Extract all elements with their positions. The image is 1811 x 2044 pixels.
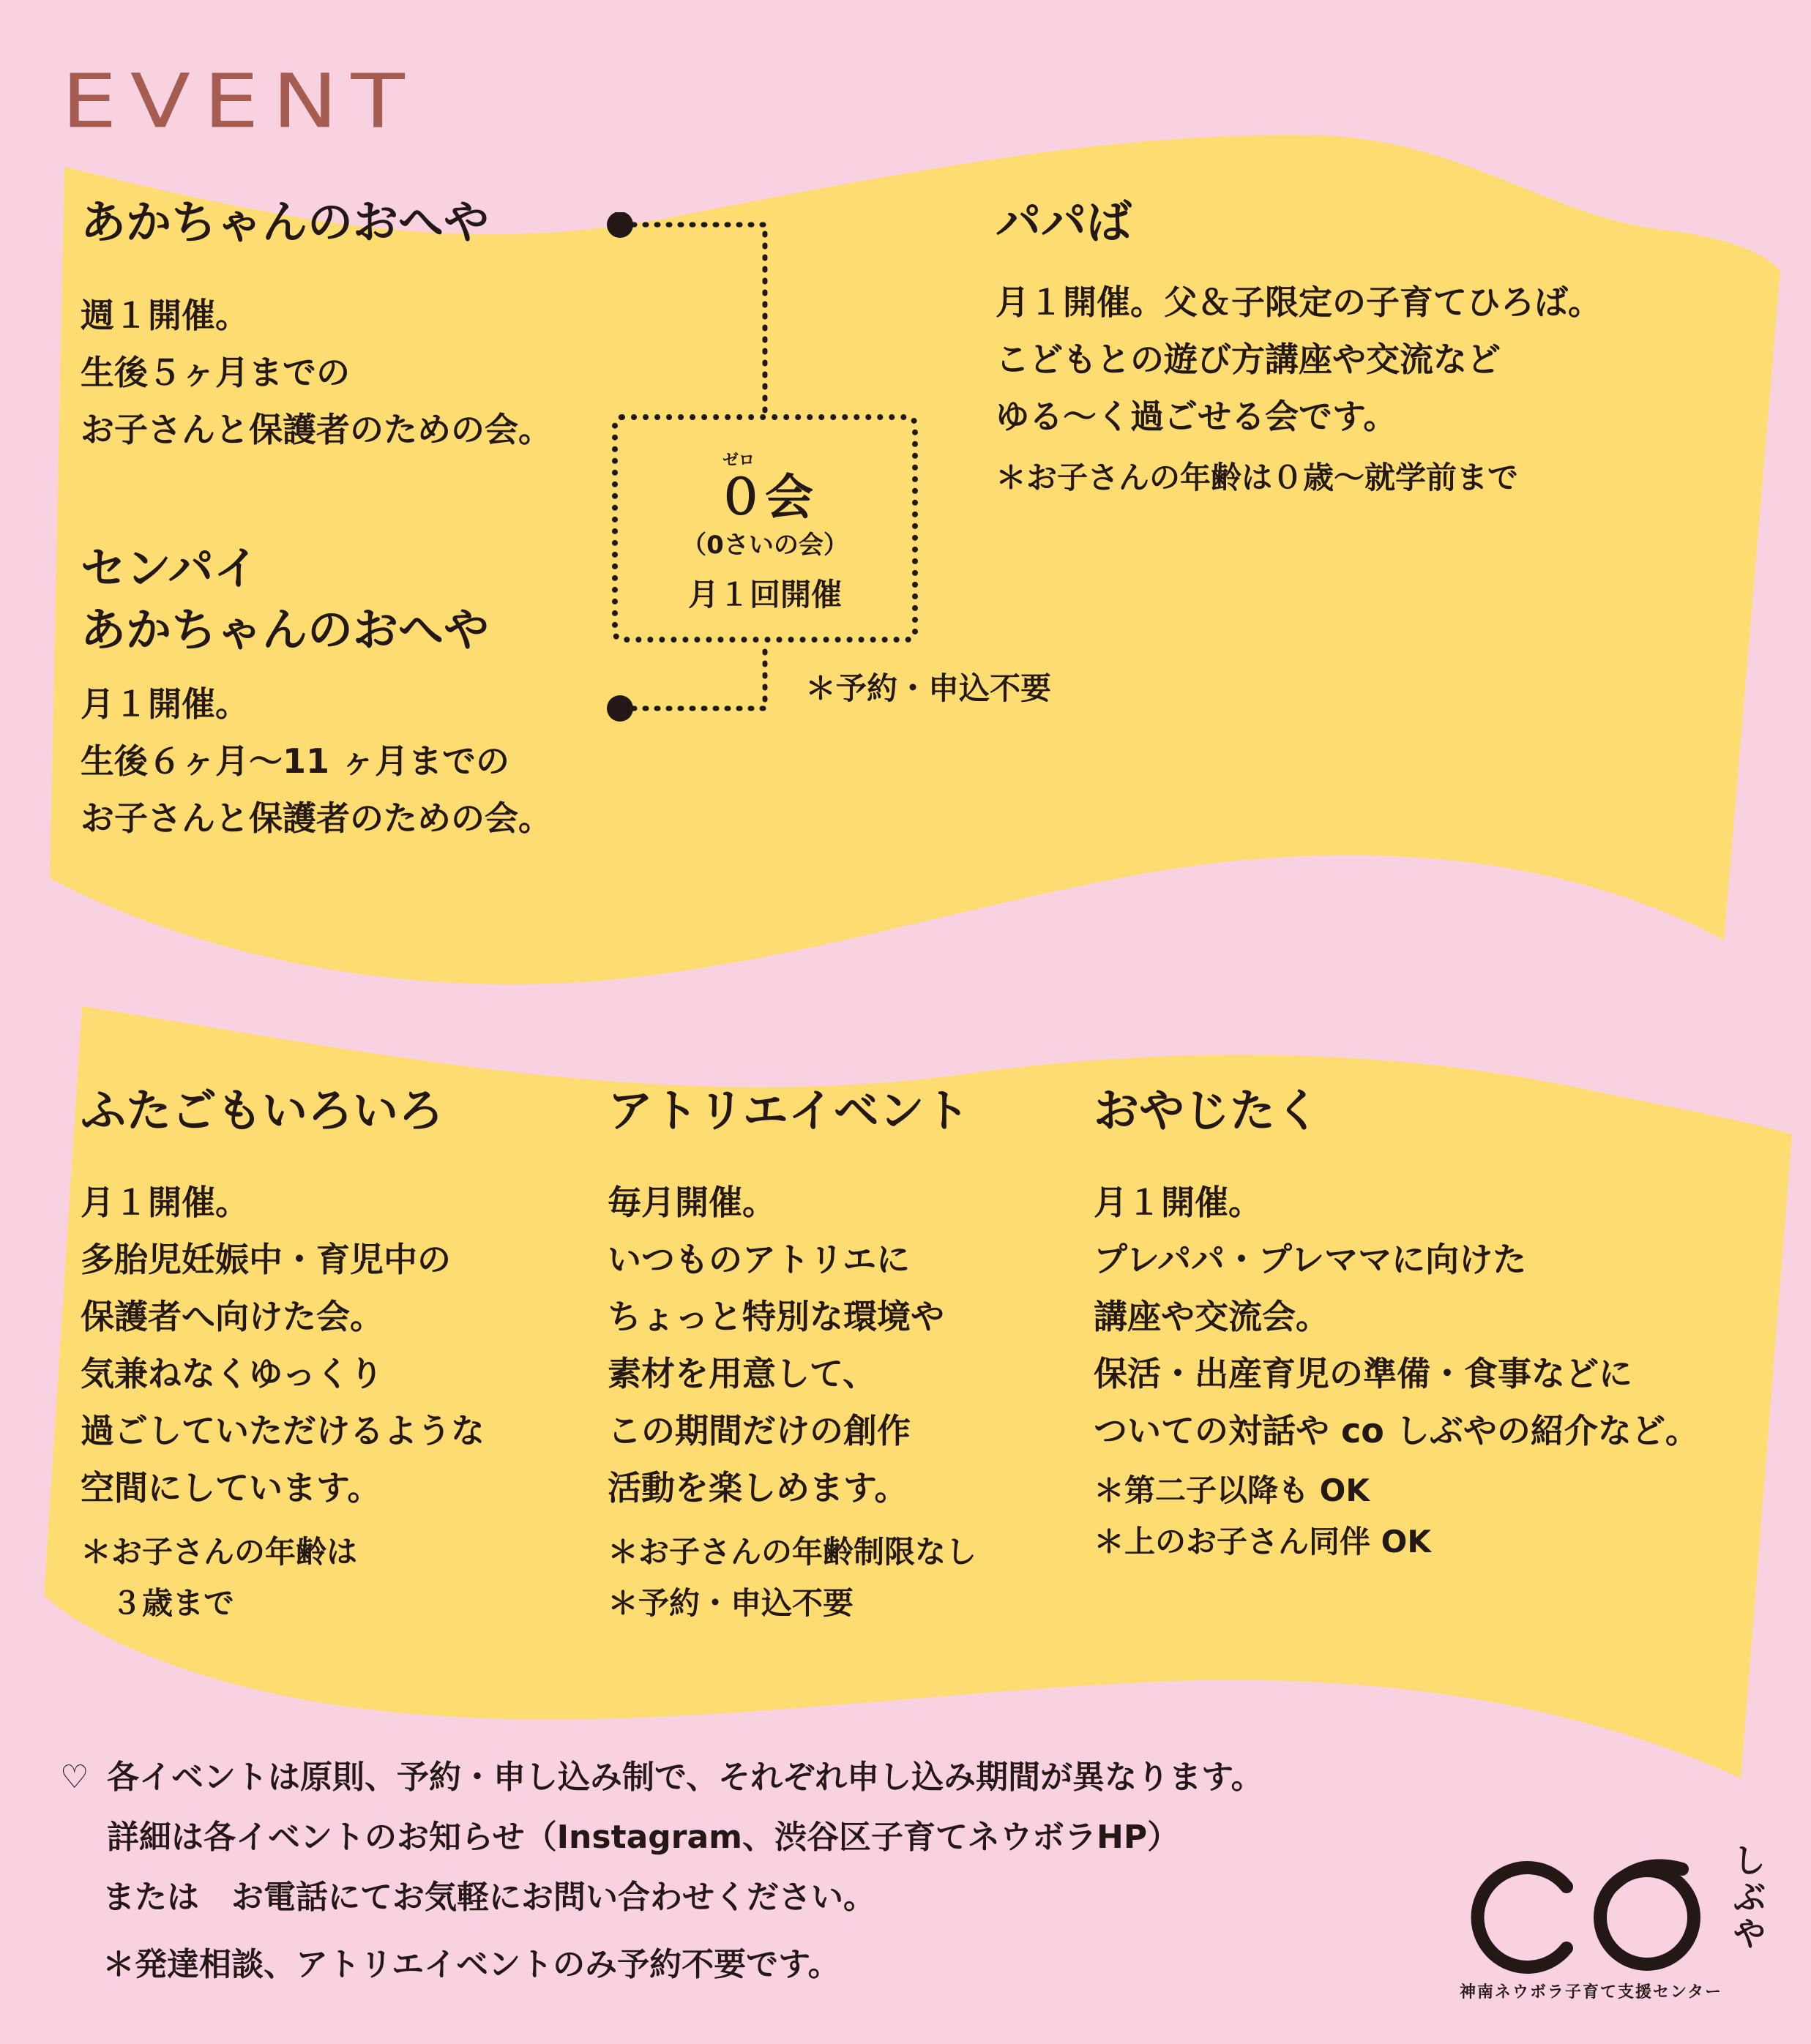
futago-line: 気兼ねなくゆっくり: [81, 1354, 384, 1393]
futago-note: ＊お子さんの年齢は: [81, 1534, 358, 1570]
atelier-section: [608, 1080, 977, 1629]
senpai-section: [81, 538, 552, 847]
futago-line: 空間にしています。: [81, 1468, 381, 1508]
zero-kai-ruby: ゼロ: [722, 452, 755, 470]
oyaji-line: 保活・出産育児の準備・食事などに: [1094, 1354, 1632, 1393]
oyaji-title: おやじたく: [1094, 1084, 1321, 1137]
footer-line: 各イベントは原則、予約・申し込み制で、それぞれ申し込み期間が異なります。: [107, 1759, 1263, 1796]
papa-section: [996, 192, 1602, 503]
zero-kai-note: ＊予約・申込不要: [805, 670, 1052, 706]
akachan-line: お子さんと保護者のための会。: [81, 410, 552, 449]
futago-line: 保護者へ向けた会。: [81, 1297, 384, 1336]
atelier-note: ＊お子さんの年齢制限なし: [608, 1534, 977, 1570]
atelier-line: 活動を楽しめます。: [608, 1468, 908, 1508]
footer-line: 詳細は各イベントのお知らせ（Instagram、渋谷区子育てネウボラHP）: [107, 1819, 1180, 1856]
zero-kai-name: ０会: [717, 469, 813, 525]
akachan-line: 生後５ヶ月までの: [81, 353, 350, 392]
futago-section: [81, 1080, 485, 1629]
futago-line: 過ごしていただけるような: [81, 1411, 485, 1450]
futago-title: ふたごもいろいろ: [81, 1084, 444, 1137]
atelier-line: 毎月開催。: [608, 1183, 776, 1222]
oyaji-note: ＊第二子以降も OK: [1094, 1472, 1370, 1508]
heart-icon: ♡: [60, 1759, 89, 1796]
footer-line: または お電話にてお気軽にお問い合わせください。: [102, 1879, 875, 1916]
akachan-title: あかちゃんのおへや: [81, 195, 490, 249]
senpai-line: お子さんと保護者のための会。: [81, 798, 552, 838]
connector-line-top: [633, 225, 765, 414]
oyaji-line: 月１開催。: [1094, 1183, 1262, 1222]
zero-kai-subtitle: （0さいの会）: [682, 531, 848, 560]
co-shibuya-logo: [1449, 1844, 1713, 1979]
oyaji-line: 講座や交流会。: [1094, 1297, 1329, 1336]
zero-kai-box: [612, 414, 918, 643]
papa-line: こどもとの遊び方講座や交流など: [996, 340, 1501, 379]
logo-vertical-text: しぶや: [1728, 1843, 1767, 1953]
papa-note: ＊お子さんの年齢は０歳〜就学前まで: [996, 460, 1519, 495]
papa-line: ゆる〜く過ごせる会です。: [996, 397, 1397, 436]
footer-note: ＊発達相談、アトリエイベントのみ予約不要です。: [102, 1946, 840, 1983]
papa-title: パパば: [996, 195, 1132, 249]
senpai-title-line: あかちゃんのおへや: [81, 603, 490, 656]
papa-line: 月１開催。父＆子限定の子育てひろば。: [996, 282, 1602, 322]
event-heading: EVENT: [61, 59, 418, 146]
oyaji-section: [1094, 1080, 1699, 1568]
zero-kai-frequency: 月１回開催: [687, 577, 842, 613]
oyaji-line: プレパパ・プレママに向けた: [1094, 1240, 1527, 1279]
akachan-line: 週１開催。: [81, 296, 249, 335]
futago-line: 多胎児妊娠中・育児中の: [81, 1240, 451, 1279]
atelier-line: ちょっと特別な環境や: [608, 1297, 944, 1336]
atelier-note: ＊予約・申込不要: [608, 1585, 854, 1621]
logo-subtitle: 神南ネウボラ子育て支援センター: [1460, 1983, 1723, 2002]
futago-note: ３歳まで: [111, 1585, 235, 1621]
senpai-line: 月１開催。: [81, 684, 249, 724]
senpai-line: 生後６ヶ月〜11 ヶ月までの: [81, 741, 510, 781]
oyaji-line: ついての対話や co しぶやの紹介など。: [1094, 1411, 1699, 1450]
akachan-section: [81, 192, 552, 458]
atelier-line: 素材を用意して、: [608, 1354, 877, 1393]
atelier-line: この期間だけの創作: [608, 1411, 911, 1450]
senpai-title-line: センパイ: [81, 542, 259, 595]
atelier-line: いつものアトリエに: [608, 1240, 911, 1279]
atelier-title: アトリエイベント: [608, 1084, 970, 1137]
connector-line-bottom: [633, 643, 765, 708]
co-logo-mark: [1449, 1844, 1713, 1976]
futago-line: 月１開催。: [81, 1183, 249, 1222]
connector-dot-top: [607, 212, 633, 238]
connector-dot-bottom: [607, 695, 633, 722]
oyaji-note: ＊上のお子さん同伴 OK: [1094, 1524, 1431, 1560]
footer-notice: [60, 1748, 1263, 1995]
